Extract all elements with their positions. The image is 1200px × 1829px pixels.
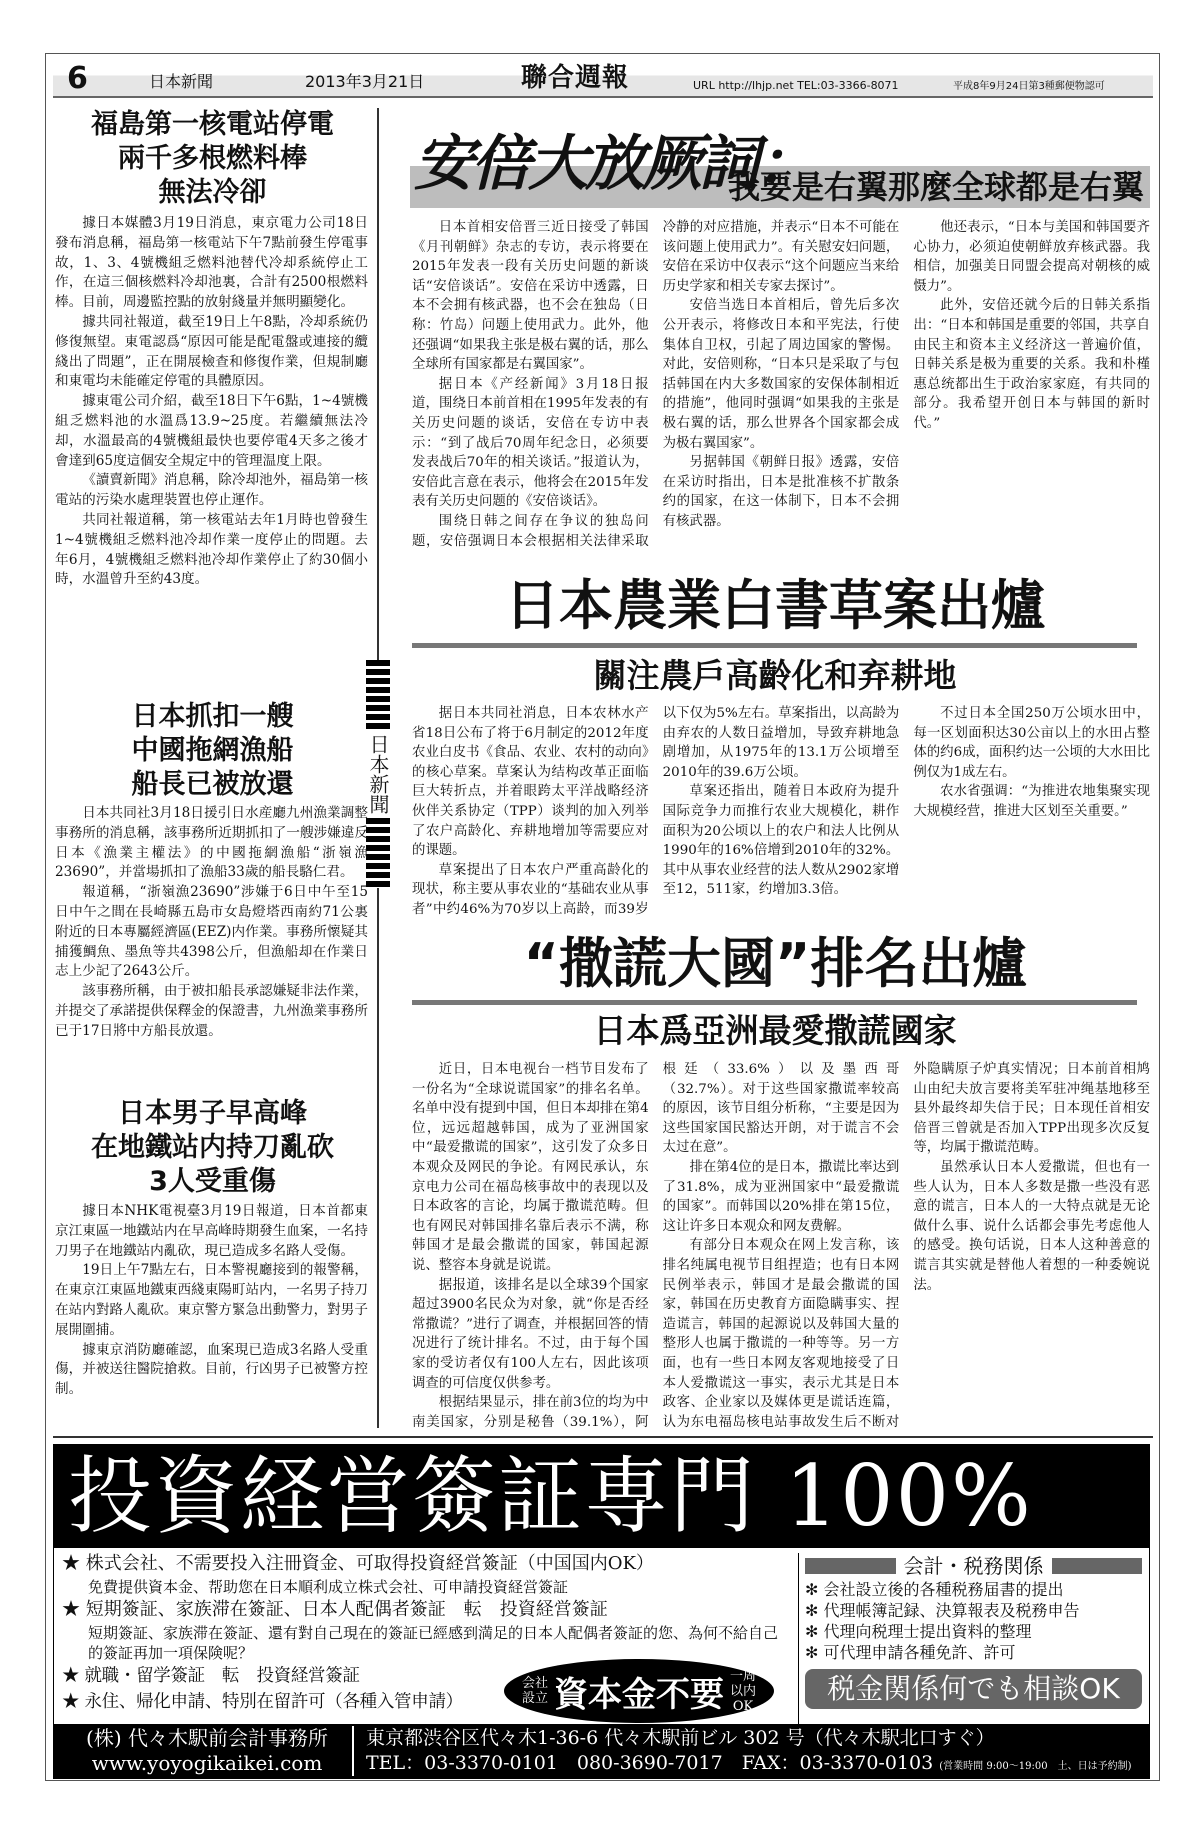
lie-rule: [412, 1000, 1137, 1005]
article-title-subway-attack: 日本男子早高峰 在地鐵站内持刀亂砍 3人受重傷: [91, 1098, 334, 1197]
tax-item: ✻ 代理向税理士提出資料的整理: [805, 1622, 1032, 1641]
tax-services-box: [798, 1553, 1148, 1725]
ad-item: ★ 就職・留学簽証 転 投資経営簽証: [62, 1666, 360, 1686]
headline-main: 安倍大放厥詞：: [414, 129, 813, 199]
article-title-fishing-boat: 日本抓扣一艘 中國拖網漁船 船長已被放還: [131, 701, 294, 800]
tax-item: ✻ 会社設立後的各種税務届書的提出: [805, 1580, 1064, 1599]
contact-url[interactable]: URL http://lhjp.net TEL:03-3366-8071: [693, 79, 899, 92]
lie-subtitle: 日本爲亞洲最愛撒謊國家: [593, 1011, 957, 1050]
agri-title: 日本農業白書草案出爐: [505, 574, 1045, 637]
tax-item: ✻ 可代理申請各種免許、許可: [805, 1643, 1016, 1662]
agri-subtitle: 關注農戶高齡化和弃耕地: [593, 656, 957, 695]
company-info: (株) 代々木駅前会計事務所 www.yoyogikaikei.com: [62, 1726, 354, 1776]
tax-heading: 会計・税務関係: [805, 1553, 1142, 1579]
ad-banner: 投資経営簽証専門 100%: [54, 1445, 1149, 1548]
ad-separator: [53, 1436, 1153, 1438]
ad-item-detail: 短期簽証、家族滞在簽証、還有對自己現在的簽証已經感到満足的日本人配偶者簽証的您、為何不給自己的簽証再加一項保険呢？: [88, 1624, 779, 1662]
contact-info: 東京都渋谷区代々木1-36-6 代々木駅前ビル 302 号（代々木駅北口すぐ） TEL：03-3370-0101 080-3690-7017 FAX：03-3370-0103 (営業時間 9:00～19:00 土、日は予約制): [366, 1727, 1132, 1774]
section-name: 日本新聞: [149, 72, 214, 91]
masthead: 聯合週報: [521, 63, 630, 93]
abe-headline: [410, 122, 1150, 208]
ad-item-detail: 免費提供資本金、帮助您在日本順利成立株式会社、可申請投資経営簽証: [88, 1578, 569, 1596]
agri-rule: [412, 643, 1137, 648]
ad-item: ★ 永住、帰化申請、特別在留許可（各種入管申請）: [62, 1692, 463, 1712]
page-header: [53, 62, 1153, 98]
tax-item: ✻ 代理帳簿記録、決算報表及税務申告: [805, 1601, 1080, 1620]
column-label: 日本新聞: [366, 660, 390, 888]
postal-permit: 平成8年9月24日第3種郵便物認可: [953, 81, 1105, 92]
article-title-fukushima: 福島第一核電站停電 兩千多根燃料棒 無法冷卻: [91, 109, 334, 208]
lie-article-body: 近日，日本电视台一档节目发布了一份名为“全球说谎国家”的排名名单。名单中没有提到中国，但日本却排在第4位，远远超越韩国，成为了亚洲国家中“最爱撒谎的国家”，这引发了众多日本观众及网民的争论。有网民承认，东京电力公司在福岛核事故中的表现以及日本政客的言论，均属于撒谎范畴。但也有网民对韩国排名靠后表示不满，称韩国才是最会撒谎的国家，韩国起源说、整容本身就是说谎。 据报道，该排名是以全球39个国家超过3900名民众为对象，就“你是否经常撒谎？”进行了调查，并根据回答的情况进行了统计排名。不过，由于每个国家的受访者仅有100人左右，因此该项调查的可信度仅供参考。 根据结果显示，排在前3位的均为中南美国家，分别是秘鲁（39.1%），阿根廷（33.6%）以及墨西哥（32.7%）。对于这些国家撒谎率较高的原因，该节目组分析称，“主要是因为这些国家国民豁达开朗，对于谎言不会太过在意”。 排在第4位的是日本，撒谎比率达到了31.8%，成为亚洲国家中“最爱撒谎的国家”。而韩国以20%排在第15位，这让许多日本观众和网友费解。 有部分日本观众在网上发言称，该排名纯属电视节目组捏造；也有日本网民例举表示，韩国才是最会撒谎的国家，韩国在历史教育方面隐瞒事实、捏造谎言，韩国的起源说以及韩国大量的整形人也属于撒谎的一种等等。另一方面，也有一些日本网友客观地接受了日本人爱撒谎这一事实，表示尤其是日本政客、企业家以及媒体更是谎话连篇，认为东电福岛核电站事故发生后不断对外隐瞒原子炉真实情况；日本前首相鸠山由纪夫放言要将美军驻冲绳基地移至县外最终却失信于民；日本现任首相安倍晋三曾就是否加入TPP出现多次反复等，均属于撒谎范畴。 虽然承认日本人爱撒谎，但也有一些人认为，日本人多数是撒一些没有恶意的谎言，日本人的一大特点就是无论做什么事、说什么话都会事先考虑他人的感受。换句话说，日本人这种善意的谎言其实就是替他人着想的一种委婉说法。: [412, 1062, 1150, 1430]
company-website[interactable]: www.yoyogikaikei.com: [91, 1751, 323, 1775]
tax-consult-cta: 税金関係何でも相談OK: [805, 1669, 1142, 1709]
ad-item: ★ 短期簽証、家族滞在簽証、日本人配偶者簽証 転 投資経営簽証: [62, 1599, 608, 1620]
lie-title: “撒謊大國”排名出爐: [523, 932, 1027, 995]
advertisement: [53, 1444, 1150, 1779]
ad-item: ★ 株式会社、不需要投入注冊資金、可取得投資経営簽証（中国国内OK）: [62, 1553, 654, 1574]
ad-footer: [54, 1724, 1149, 1778]
article-body-fukushima: 據日本媒體3月19日消息，東京電力公司18日發布消息稱，福島第一核電站下午7點前發生停電事故，1、3、4號機組乏燃料池替代冷却系統停止工作，在這三個核燃料冷却池裏，合計有2500根燃料棒。目前，周邊監控點的放射綫量并無明顯變化。 據共同社報道，截至19日上午8點，冷却系統仍修復無望。東電認爲“原因可能是配電盤或連接的纜綫出了問題”，正在開展檢查和修復作業，但規制廳和東電均未能確定停電的具體原因。 據東電公司介紹，截至18日下午6點，1~4號機組乏燃料池的水溫爲13.9~25度。若繼續無法冷却，水溫最高的4號機組最快也要停電4天多之後才會達到65度這個安全規定中的管理温度上限。 《讀賣新聞》消息稱，除冷却池外，福島第一核電站的污染水處理裝置也停止運作。 共同社報道稱，第一核電站去年1月時也曾發生1~4號機組乏燃料池冷却作業一度停止的問題。去年6月，4號機組乏燃料池冷却作業停止了約30個小時，水溫曾升至約43度。: [55, 215, 368, 588]
headline-sub: 我要是右翼那麼全球都是右翼: [727, 168, 1144, 206]
abe-article-body: 日本首相安倍晋三近日接受了韩国《月刊朝鲜》杂志的专访，表示将要在2015年发表一段有关历史问题的新谈话“安倍谈话”。安倍在采访中透露，日本不会拥有核武器，也不会在独岛（日称：竹岛）问题上使用武力。此外，他还强调“如果我主张是极右翼的话，那么全球所有国家都是右翼国家”。 据日本《产经新闻》3月18日报道，围绕日本前首相在1995年发表的有关历史问题的谈话，安倍在专访中表示：“到了战后70周年纪念日，必须要发表战后70年的相关谈话。”报道认为，安倍此言意在表示，他将会在2015年发表有关历史问题的《安倍谈话》。 围绕日韩之间存在争议的独岛问题，安倍强调日本会根据相关法律采取冷静的对应措施，并表示“日本不可能在该问题上使用武力”。有关慰安妇问题，安倍在采访中仅表示“这个问题应当来给历史学家和相关专家去探讨”。 安倍当选日本首相后，曾先后多次公开表示，将修改日本和平宪法，行使集体自卫权，引起了周边国家的警惕。对此，安倍则称，“日本只是采取了与包括韩国在内大多数国家的安保体制相近的措施”，他同时强调“如果我的主张是极右翼的话，那么世界各个国家都会成为极右翼国家”。 另据韩国《朝鲜日报》透露，安倍在采访时指出，日本是批准核不扩散条约的国家，在这一体制下，日本不会拥有核武器。 他还表示，“日本与美国和韩国要齐心协力，必须迫使朝鲜放弃核武器。我相信，加强美日同盟会提高对朝核的威慑力”。 此外，安倍还就今后的日韩关系指出：“日本和韩国是重要的邻国，共享自由民主和资本主义经济这一普遍价值，日韩关系是极为重要的关系。我和朴槿惠总统都出生于政治家家庭，有共同的部分。我希望开创日本与韩国的新时代。”: [412, 220, 1150, 549]
issue-date: 2013年3月21日: [305, 72, 425, 91]
article-body-subway-attack: 據日本NHK電視臺3月19日報道，日本首都東京江東區一地鐵站内在早高峰時期發生血案，一名持刀男子在地鐵站内亂砍，現已造成多名路人受傷。 19日上午7點左右，日本警視廳接到的報警稱，在東京江東區地鐵東西綫東陽町站内，一名男子持刀在站内對路人亂砍。東京警方緊急出動警力，對男子展開圍捕。 據東京消防廳確認，血案現已造成3名路人受重傷，并被送往醫院搶救。目前，行凶男子已被警方控制。: [55, 1203, 368, 1398]
page-number: 6: [67, 61, 88, 96]
article-body-fishing-boat: 日本共同社3月18日援引日水産廳九州漁業調整事務所的消息稱，該事務所近期抓扣了一艘涉嫌違反日本《漁業主權法》的中國拖網漁船“浙嶺漁23690”，并當場抓扣了漁船33歲的船長駱仁君。 報道稱，“浙嶺漁23690”涉嫌于6日中午至15日中午之間在長崎縣五島市女島燈塔西南約71公裏附近的日本專屬經濟區(EEZ)内作業。事務所懷疑其捕獲鯛魚、墨魚等共4398公斤，但漁船却在作業日志上少記了2643公斤。 該事務所稱，由于被扣船長承認嫌疑非法作業，并提交了承諾提供保釋金的保證書，九州漁業事務所已于17日將中方船長放還。: [55, 805, 368, 1039]
no-capital-badge: 会社設立 資本金不要 一周以内OK: [504, 1659, 774, 1723]
agri-article-body: 据日本共同社消息，日本农林水产省18日公布了将于6月制定的2012年度农业白皮书《食品、农业、农村的动向》的核心草案。草案认为结构改革正面临巨大转折点，并着眼跨太平洋战略经济伙伴关系协定（TPP）谈判的加入列举了农户高龄化、弃耕地增加等需要应对的课题。 草案提出了日本农户严重高龄化的现状，称主要从事农业的“基础农业从事者”中约46%为70岁以上高龄，而39岁以下仅为5%左右。草案指出，以高龄为由弃农的人数日益增加，导致弃耕地急剧增加，从1975年的13.1万公顷增至2010年的39.6万公顷。 草案还指出，随着日本政府为提升国际竞争力而推行农业大规模化，耕作面积为20公顷以上的农户和法人比例从1990年的16%倍增到2010年的32%。其中从事农业经营的法人数从2902家增至12，511家，约增加3.3倍。 不过日本全国250万公顷水田中，每一区划面积达30公亩以上的水田占整体的约6成，面积约达一公顷的大水田比例仅为1成左右。 农水省强调：“为推进农地集聚实现大规模经营，推进大区划至关重要。”: [412, 706, 1150, 917]
